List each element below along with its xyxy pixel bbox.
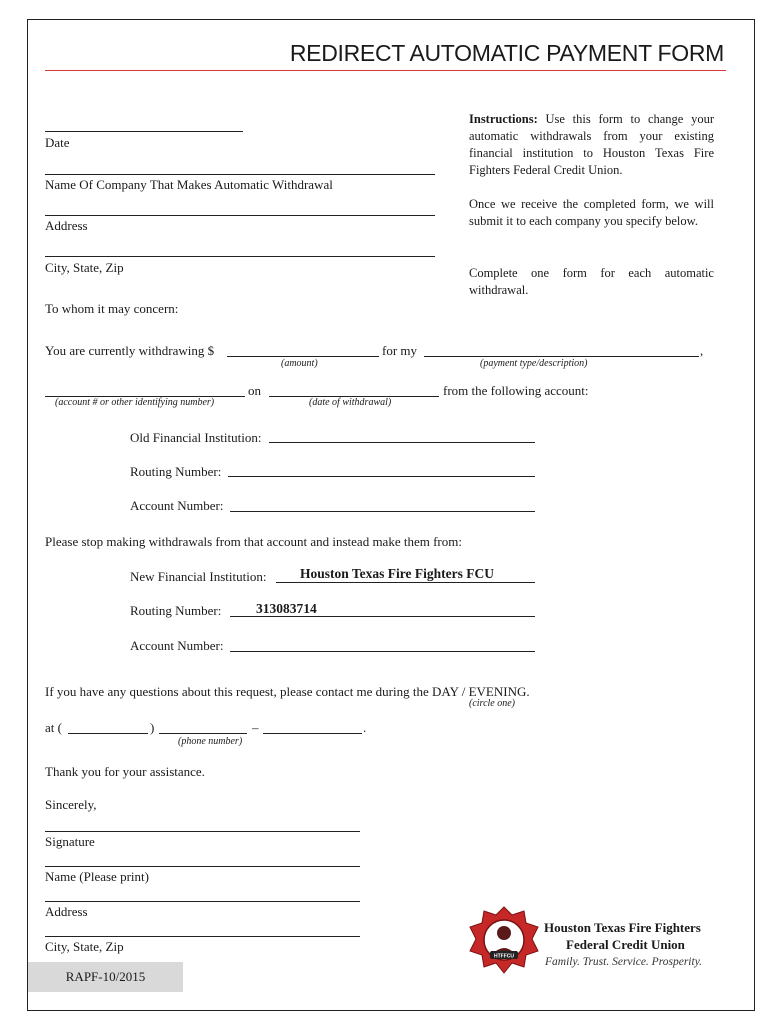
instructions-label: Instructions: <box>469 112 538 126</box>
for-my-text: for my <box>382 343 418 358</box>
date-label: Date <box>45 135 70 150</box>
instructions-p2: Once we receive the completed form, we will submit it to each company you specify below. <box>469 197 714 228</box>
phone-prefix-line[interactable] <box>159 733 247 734</box>
emblem-text: HTFFCU <box>494 953 514 960</box>
sig-city-line[interactable] <box>45 936 360 937</box>
logo-tagline: Family. Trust. Service. Prosperity. <box>545 956 703 968</box>
new-routing-value: 313083714 <box>256 601 317 616</box>
sig-city-label: City, State, Zip <box>45 939 124 954</box>
instructions-p1 <box>469 111 714 179</box>
phone-hint: (phone number) <box>178 736 243 747</box>
title-rule <box>45 70 726 71</box>
sig-address-line[interactable] <box>45 901 360 902</box>
company-label: Name Of Company That Makes Automatic Withdrawal <box>45 177 333 192</box>
old-account-label: Account Number: <box>130 498 224 513</box>
amount-hint: (amount) <box>281 358 318 369</box>
address-line[interactable] <box>45 215 435 216</box>
date-hint: (date of withdrawal) <box>309 397 392 408</box>
instructions-text: Use this form to change your automatic withdrawals from your existing financial institution to Houston Texas Fire Fighters Federal Credit Union. <box>469 112 714 177</box>
new-account-line[interactable] <box>230 651 535 652</box>
instructions-p3: Complete one form for each automatic withdrawal. <box>469 266 714 297</box>
sincerely-text: Sincerely, <box>45 797 97 812</box>
signature-label: Signature <box>45 834 95 849</box>
new-account-label: Account Number: <box>130 638 224 653</box>
print-name-line[interactable] <box>45 866 360 867</box>
phone-period: . <box>363 720 367 735</box>
form-code-badge <box>28 962 183 992</box>
phone-suffix-line[interactable] <box>263 733 362 734</box>
city-label: City, State, Zip <box>45 260 124 275</box>
old-routing-line[interactable] <box>228 476 535 477</box>
account-hint: (account # or other identifying number) <box>55 397 215 408</box>
city-line[interactable] <box>45 256 435 257</box>
form-title: REDIRECT AUTOMATIC PAYMENT FORM <box>289 40 724 66</box>
amount-line[interactable] <box>227 356 379 357</box>
phone-dash: – <box>252 720 259 735</box>
area-code-line[interactable] <box>68 733 148 734</box>
signature-line[interactable] <box>45 831 360 832</box>
old-fi-label: Old Financial Institution: <box>130 430 262 445</box>
company-line[interactable] <box>45 174 435 175</box>
thanks-text: Thank you for your assistance. <box>45 764 205 779</box>
new-fi-line[interactable] <box>276 582 535 583</box>
on-text: on <box>248 383 261 398</box>
fire-fighters-emblem-icon <box>466 905 542 977</box>
new-fi-value: Houston Texas Fire Fighters FCU <box>300 566 495 581</box>
print-name-label: Name (Please print) <box>45 869 149 884</box>
paren-close: ) <box>150 720 155 735</box>
from-account-text: from the following account: <box>443 383 589 398</box>
new-routing-label: Routing Number: <box>130 603 222 618</box>
address-label: Address <box>45 218 88 233</box>
payment-type-line[interactable] <box>424 356 699 357</box>
circle-hint: (circle one) <box>469 698 515 709</box>
withdrawing-text: You are currently withdrawing $ <box>45 343 215 358</box>
old-routing-label: Routing Number: <box>130 464 222 479</box>
date-line[interactable] <box>45 131 243 132</box>
contact-text: If you have any questions about this request, please contact me during the DAY / EVENING. <box>45 684 530 699</box>
at-text: at ( <box>45 720 62 735</box>
sig-address-label: Address <box>45 904 88 919</box>
greeting: To whom it may concern: <box>45 301 179 316</box>
logo-line1: Houston Texas Fire Fighters <box>544 920 701 935</box>
comma: , <box>700 343 704 358</box>
form-code: RAPF-10/2015 <box>65 969 146 984</box>
old-account-line[interactable] <box>230 511 535 512</box>
logo-line2: Federal Credit Union <box>566 937 685 952</box>
new-routing-line[interactable] <box>230 616 535 617</box>
payment-hint: (payment type/description) <box>480 358 588 369</box>
old-fi-line[interactable] <box>269 442 535 443</box>
new-fi-label: New Financial Institution: <box>130 569 267 584</box>
stop-text: Please stop making withdrawals from that account and instead make them from: <box>45 534 462 549</box>
